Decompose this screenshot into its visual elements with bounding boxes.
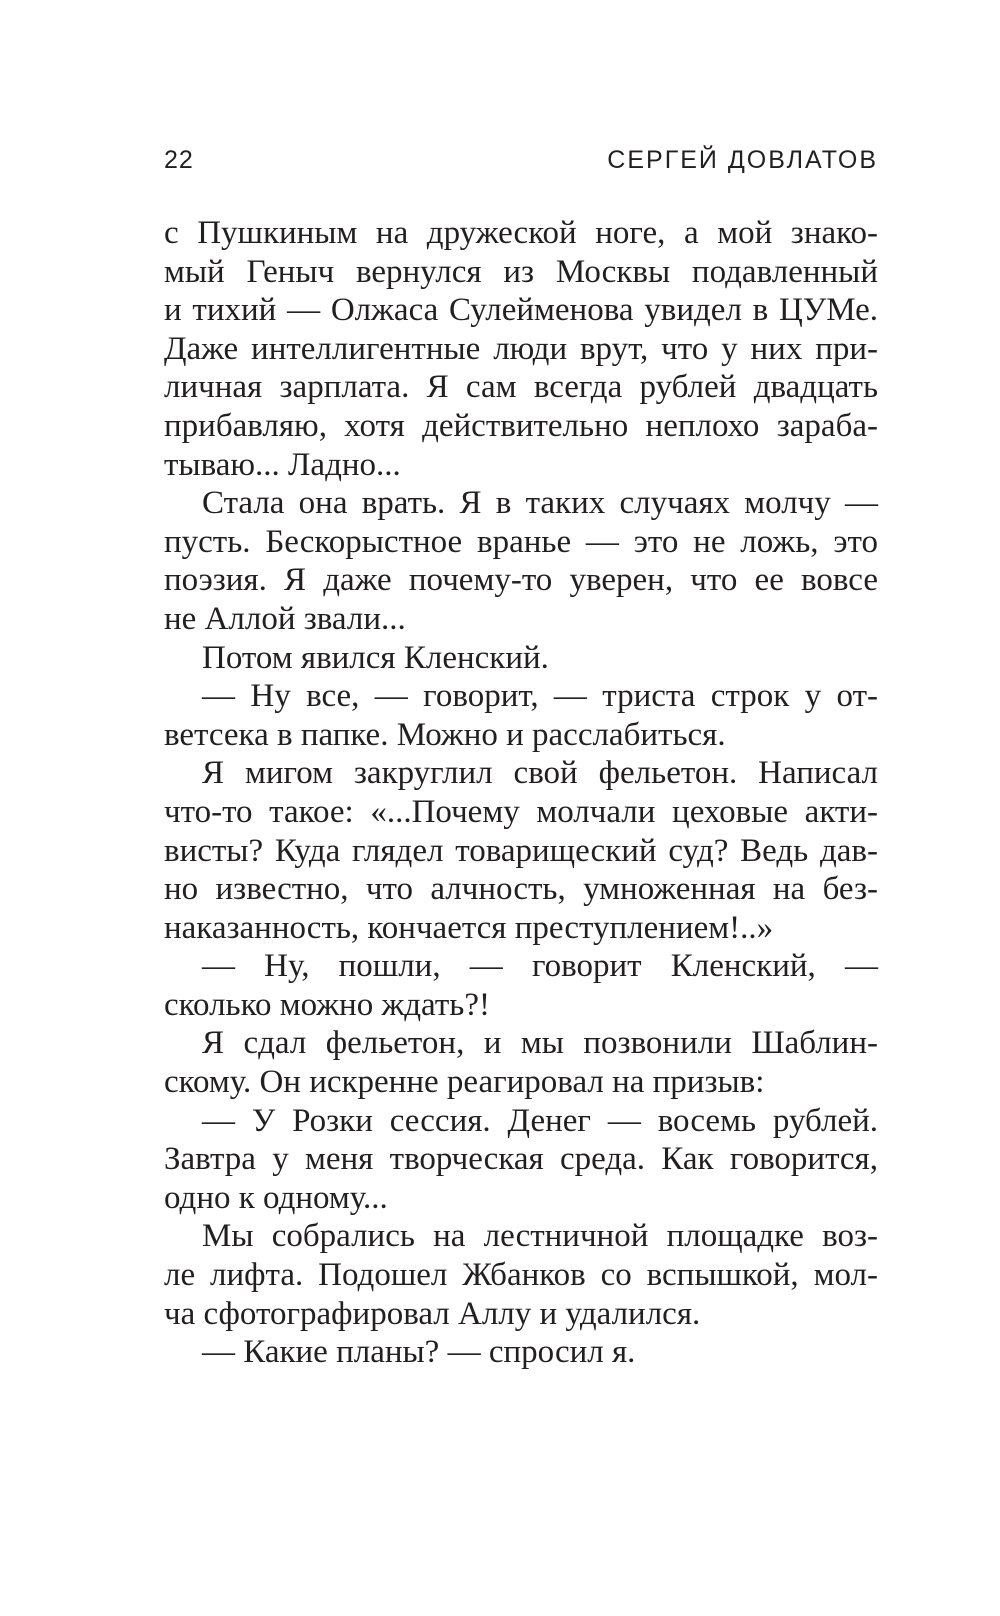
text-line: наказанность, кончается преступлением!..» — [164, 909, 774, 946]
text-line: тываю... Ладно... — [164, 446, 401, 483]
text-line: Я сдал фельетон, и мы позвонили Шаблин- — [202, 1025, 878, 1062]
text-line: с Пушкиным на дружеской ноге, а мой знако- — [164, 215, 878, 251]
text-line: сколько можно ждать?! — [164, 986, 490, 1023]
text-line: Даже интеллигентные люди врут, что у них при- — [164, 330, 878, 367]
text-line: — У Розки сессия. Денег — восемь рублей. — [202, 1102, 878, 1139]
text-line: одно к одному... — [164, 1179, 388, 1216]
text-line: и тихий — Олжаса Сулейменова увидел в ЦУМе. — [164, 292, 878, 329]
text-line: не Аллой звали... — [164, 600, 406, 637]
text-line: — Ну, пошли, — говорит Кленский, — — [202, 948, 878, 985]
text-line: скому. Он искренне реагировал на призыв: — [164, 1064, 765, 1101]
text-line: Завтра у меня творческая среда. Как говорится, — [164, 1141, 878, 1178]
body-text — [164, 214, 878, 1372]
text-line: что-то такое: «...Почему молчали цеховые акти- — [164, 793, 878, 830]
text-line: ле лифта. Подошел Жбанков со вспышкой, мол- — [164, 1257, 878, 1294]
running-head-author: СЕРГЕЙ ДОВЛАТОВ — [607, 146, 878, 174]
text-line: — Какие планы? — спросил я. — [202, 1334, 636, 1371]
text-line: Стала она врать. Я в таких случаях молчу — — [202, 485, 878, 522]
text-line: ча сфотографировал Аллу и удалился. — [164, 1295, 701, 1332]
page-number: 22 — [164, 146, 194, 174]
text-line: пусть. Бескорыстное вранье — это не ложь, это — [164, 523, 878, 560]
text-line: висты? Куда глядел товарищеский суд? Ведь дав- — [164, 832, 878, 869]
text-line: но известно, что алчность, умноженная на без- — [164, 871, 878, 908]
text-line: мый Геныч вернулся из Москвы подавленный — [164, 253, 878, 290]
text-line: — Ну все, — говорит, — триста строк у от- — [202, 678, 878, 715]
page-header — [164, 146, 878, 180]
text-line: прибавляю, хотя действительно неплохо зараба- — [164, 407, 878, 444]
text-line: ветсека в папке. Можно и расслабиться. — [164, 716, 726, 753]
text-line: Мы собрались на лестничной площадке воз- — [202, 1218, 878, 1255]
text-line: поэзия. Я даже почему-то уверен, что ее вовсе — [164, 562, 878, 599]
text-line: личная зарплата. Я сам всегда рублей двадцать — [164, 369, 878, 406]
text-line: Потом явился Кленский. — [202, 639, 549, 676]
text-line: Я мигом закруглил свой фельетон. Написал — [202, 755, 878, 792]
